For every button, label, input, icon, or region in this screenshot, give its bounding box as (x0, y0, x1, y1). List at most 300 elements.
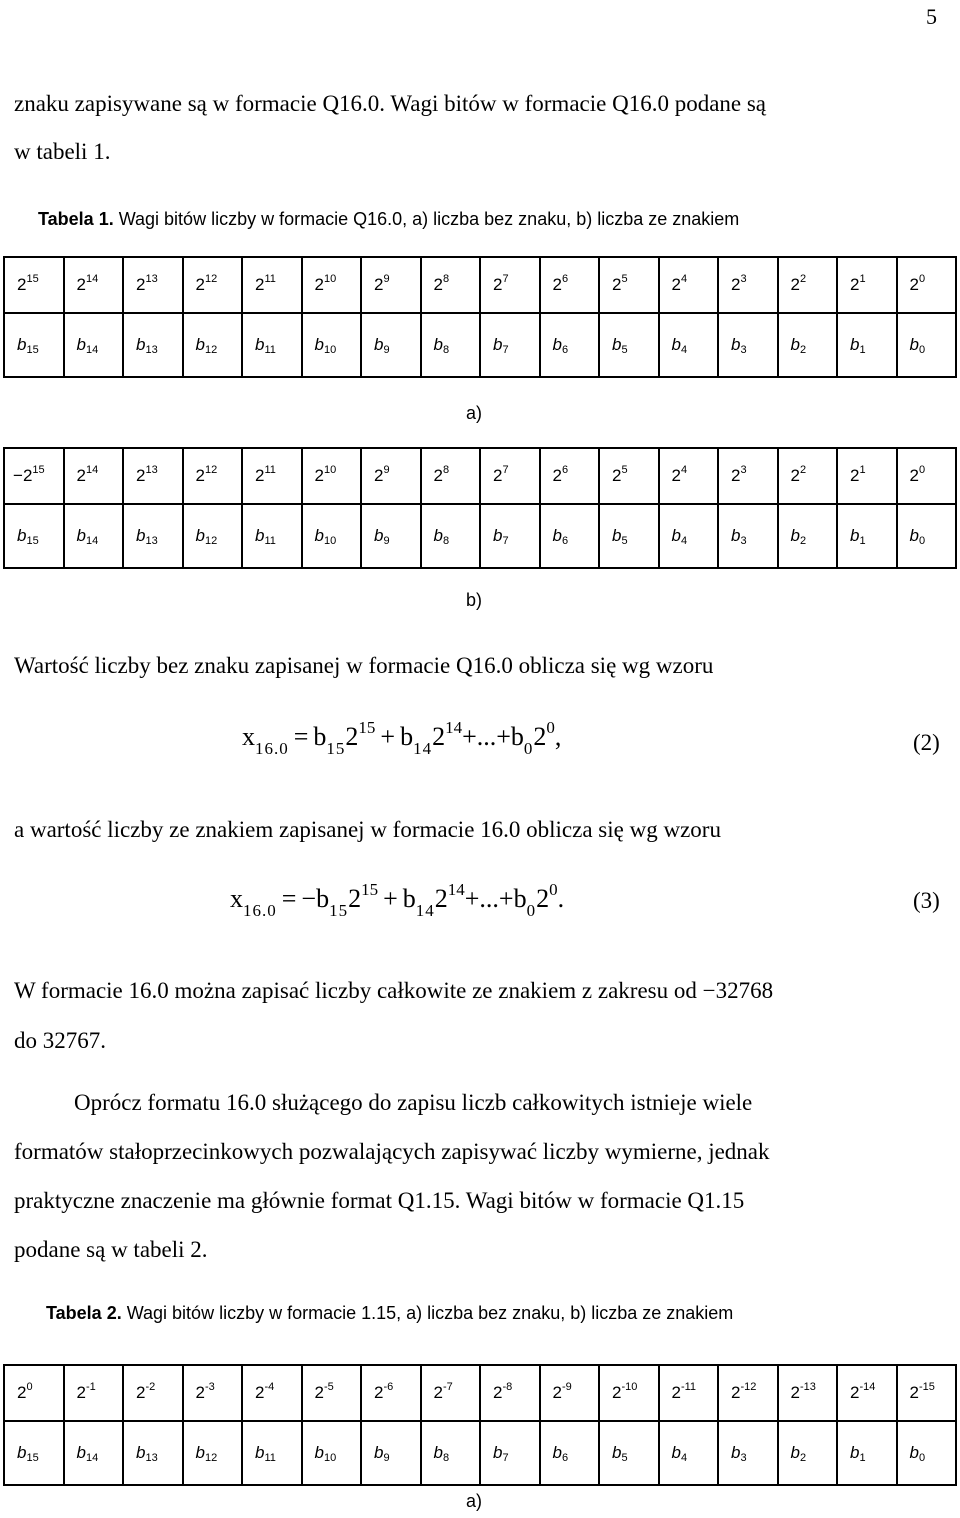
table1b-weight-exponent: 6 (561, 464, 569, 476)
table1a-weight-base: 2 (195, 275, 205, 294)
range-line-1: W formacie 16.0 można zapisać liczby całkowite ze znakiem z zakresu od −32768 (14, 978, 774, 1003)
table1-caption-label: Tabela 1. (38, 209, 114, 229)
table2a-bit-cell (302, 1421, 362, 1485)
table1b-weight-exponent: 4 (680, 464, 688, 476)
table2a-bit-cell (361, 1421, 421, 1485)
eq2-dots: +...+ (462, 722, 511, 751)
table1a-weight-cell (659, 257, 719, 313)
table2a-bit-row (4, 1421, 956, 1485)
table1a-bit-cell (540, 313, 600, 377)
table1b-weight-exponent: 7 (502, 464, 509, 476)
table1a-weight-base: 2 (17, 275, 27, 294)
page-number: 5 (926, 4, 937, 29)
table1a-weight-exponent: 3 (740, 273, 747, 285)
table1a-bit-cell (302, 313, 362, 377)
table1-part-b-label: b) (466, 590, 483, 610)
eq3-t1-sub: 15 (329, 901, 349, 920)
table1b-weight-base: 2 (195, 466, 205, 485)
table2a-weight-cell (123, 1365, 183, 1421)
table2a-bit-name: b (17, 1443, 27, 1462)
table1a-weight-base: 2 (612, 275, 622, 294)
table2a-weight-base: 2 (136, 1383, 146, 1402)
table1a-weight-base: 2 (909, 275, 919, 294)
eq2-end: , (554, 722, 562, 751)
table1a-bit-name: b (493, 335, 503, 354)
table2a-weight-cell (183, 1365, 243, 1421)
table2a-weight-cell (480, 1365, 540, 1421)
table2a-bit-index: 12 (204, 1452, 218, 1464)
intro-line-1: znaku zapisywane są w formacie Q16.0. Wagi bitów w formacie Q16.0 podane są (14, 91, 767, 116)
table1a-bit-index: 4 (680, 344, 688, 356)
table1a-weight-exponent: 4 (680, 273, 688, 285)
eq3-dots: +...+ (464, 884, 514, 913)
table2a-bit-cell (64, 1421, 124, 1485)
table2a-weight-cell (599, 1365, 659, 1421)
table1a-weight-base: 2 (493, 275, 503, 294)
table1a-bit-cell (718, 313, 778, 377)
table1a-bit-name: b (731, 335, 741, 354)
table2a-weight-base: 2 (433, 1383, 443, 1402)
table1a-bit-index: 3 (740, 344, 747, 356)
table1a-weight-cell (837, 257, 897, 313)
table1b-weight-row (4, 448, 956, 504)
table1b-weight-cell (242, 448, 302, 504)
table1a-bit-name: b (195, 335, 205, 354)
table1-part-a-label: a) (466, 403, 483, 423)
table1a-weight-exponent: 0 (918, 273, 926, 285)
table1a-weight-base: 2 (255, 275, 265, 294)
table2a-weight-exponent: -12 (740, 1381, 757, 1393)
table1b-weight-base: 2 (552, 466, 562, 485)
table2a-bit-name: b (195, 1443, 205, 1462)
table1a-weight-exponent: 15 (26, 273, 39, 285)
table2a-weight-base: 2 (493, 1383, 503, 1402)
table1a-bit-cell (837, 313, 897, 377)
eq3-neg: − (301, 884, 317, 913)
table1b-weight-exponent: 8 (442, 464, 450, 476)
eq2-t3-base: 2 (533, 722, 547, 751)
table1b-bit-name: b (612, 526, 622, 545)
table1a-bit-index: 10 (323, 344, 337, 356)
table1b-bit-index: 6 (561, 535, 569, 547)
table2a-weight-base: 2 (850, 1383, 860, 1402)
table2a-weight-base: 2 (671, 1383, 681, 1402)
table1a-bit-name: b (433, 335, 443, 354)
table1b-bit-cell (64, 504, 124, 568)
table2a-bit-index: 3 (740, 1452, 747, 1464)
table1a-bit-cell (64, 313, 124, 377)
table1a-bit-name: b (255, 335, 265, 354)
table2a-weight-exponent: -3 (204, 1381, 215, 1393)
table2a-weight-exponent: -4 (264, 1381, 275, 1393)
eq2-t3-sub: 0 (523, 739, 534, 758)
table1a-weight-base: 2 (731, 275, 741, 294)
table2a-weight-base: 2 (909, 1383, 919, 1402)
table1a-weight-exponent: 1 (859, 273, 866, 285)
q115-line-3: praktyczne znaczenie ma głównie format Q1.15. Wagi bitów w formacie Q1.15 (14, 1188, 745, 1213)
table1a-weight-base: 2 (671, 275, 681, 294)
eq2-t3: b (510, 722, 524, 751)
table2a-weight-base: 2 (612, 1383, 622, 1402)
table2a-bit-cell (480, 1421, 540, 1485)
table1b-weight-exponent: 0 (918, 464, 926, 476)
eq3-lhs: x (230, 884, 243, 913)
equation-2 (242, 718, 562, 758)
table1b-bit-index: 5 (621, 535, 628, 547)
table1a-weight-exponent: 12 (204, 273, 218, 285)
table2a-weight-cell (540, 1365, 600, 1421)
table2a-weight-base: 2 (314, 1383, 324, 1402)
table2a-weight-exponent: -14 (859, 1381, 876, 1393)
eq3-t2: b (402, 884, 416, 913)
table1b-bit-name: b (195, 526, 205, 545)
table1b-weight-cell (599, 448, 659, 504)
table1a-weight-cell (778, 257, 838, 313)
table2a-bit-index: 9 (383, 1452, 390, 1464)
table1b-weight-base: 2 (731, 466, 741, 485)
table2a-bit-index: 10 (323, 1452, 337, 1464)
table2a-bit-index: 7 (502, 1452, 509, 1464)
eq3-t3: b (513, 884, 527, 913)
intro-line-2: w tabeli 1. (14, 139, 111, 164)
table1a-weight-exponent: 13 (145, 273, 158, 285)
table1a-weight-exponent: 14 (85, 273, 99, 285)
table1b-bit-index: 8 (442, 535, 450, 547)
table1b-sign: − (13, 466, 23, 485)
table1b-bit-cell (718, 504, 778, 568)
table1a-bit-index: 1 (859, 344, 866, 356)
table1b-bit-name: b (493, 526, 503, 545)
table2a-bit-name: b (374, 1443, 384, 1462)
table2a-weight-cell (778, 1365, 838, 1421)
table1b-weight-base: 2 (612, 466, 622, 485)
table1b-weight-cell (778, 448, 838, 504)
table1b-weight-exponent: 14 (85, 464, 99, 476)
table2a-bit-cell (718, 1421, 778, 1485)
table1a-weight-exponent: 9 (383, 273, 390, 285)
table1a-bit-name: b (374, 335, 384, 354)
table1a-bit-cell (421, 313, 481, 377)
table2a-bit-cell (242, 1421, 302, 1485)
table2a-weight-row (4, 1365, 956, 1421)
table2a-bit-cell (183, 1421, 243, 1485)
table2a-weight-exponent: -5 (323, 1381, 334, 1393)
eq2-t2-base: 2 (432, 722, 446, 751)
table1a-bit-cell (123, 313, 183, 377)
table2a-weight-base: 2 (731, 1383, 741, 1402)
table1b-bit-row (4, 504, 956, 568)
table2a-weight-base: 2 (76, 1383, 86, 1402)
table1b-weight-cell (540, 448, 600, 504)
table1a-weight-cell (718, 257, 778, 313)
table1a-bit-cell (897, 313, 957, 377)
table1a-weight-cell (480, 257, 540, 313)
table1b-bit-name: b (671, 526, 681, 545)
table1a-bit-index: 12 (204, 344, 218, 356)
table2a-bit-name: b (255, 1443, 265, 1462)
table1a-weight-base: 2 (790, 275, 800, 294)
table1b-weight-cell (123, 448, 183, 504)
table1a-weight-cell (897, 257, 957, 313)
table1b-weight-base: 2 (136, 466, 146, 485)
eq3-equals: = (281, 884, 297, 913)
table2-caption (46, 1303, 733, 1324)
table1a-bit-name: b (76, 335, 86, 354)
table1a-weight-row (4, 257, 956, 313)
table1b-bit-name: b (731, 526, 741, 545)
table1a-weight-cell (361, 257, 421, 313)
table1b-weight-cell (837, 448, 897, 504)
table2a-bit-cell (123, 1421, 183, 1485)
table1a-bit-index: 7 (502, 344, 509, 356)
table1b-bit-cell (659, 504, 719, 568)
table1a-weight-exponent: 6 (561, 273, 569, 285)
table2-caption-text: Wagi bitów liczby w formacie 1.15, a) liczba bez znaku, b) liczba ze znakiem (121, 1303, 734, 1323)
eq3-t3-sub: 0 (526, 901, 537, 920)
table2a-weight-cell (242, 1365, 302, 1421)
table1b-bit-cell (540, 504, 600, 568)
eq3-plus: + (383, 884, 398, 913)
table2a-bit-name: b (731, 1443, 741, 1462)
range-line-2: do 32767. (14, 1028, 106, 1053)
table2a-weight-base: 2 (790, 1383, 800, 1402)
table1a-bit-cell (4, 313, 64, 377)
table1b-weight-exponent: 1 (859, 464, 866, 476)
table1b-weight-exponent: 11 (264, 464, 276, 476)
table2a-bit-cell (897, 1421, 957, 1485)
table1b-bit-cell (361, 504, 421, 568)
eq3-lhs-sub: 16.0 (243, 901, 277, 920)
table1b-bit-name: b (314, 526, 324, 545)
table1a-bit-index: 15 (26, 344, 39, 356)
table2a-bit-name: b (909, 1443, 919, 1462)
table1a-weight-base: 2 (374, 275, 384, 294)
table1a-bit-index: 6 (561, 344, 569, 356)
table1a-bit-index: 5 (621, 344, 628, 356)
table1a-bit-index: 9 (383, 344, 390, 356)
eq3-t2-exp: 14 (447, 880, 465, 899)
table2a-bit-name: b (552, 1443, 562, 1462)
table1b-weight-cell (480, 448, 540, 504)
table1b-weight-cell (718, 448, 778, 504)
table1b-weight-base: 2 (314, 466, 324, 485)
table2a-bit-index: 8 (442, 1452, 450, 1464)
table1b-bit-index: 4 (680, 535, 688, 547)
table1b-bit-name: b (552, 526, 562, 545)
table1a-bit-name: b (136, 335, 146, 354)
table1a-weight-cell (4, 257, 64, 313)
unsigned-value-text: Wartość liczby bez znaku zapisanej w formacie Q16.0 oblicza się wg wzoru (14, 653, 714, 678)
table2a-weight-exponent: -1 (85, 1381, 96, 1393)
table1-caption (38, 209, 739, 230)
table1b-bit-index: 1 (859, 535, 866, 547)
table1b-bit-cell (421, 504, 481, 568)
table1b-weight-base: 2 (255, 466, 265, 485)
table1b-weight-cell (64, 448, 124, 504)
table1b-bit-index: 13 (145, 535, 158, 547)
q115-line-1: Oprócz formatu 16.0 służącego do zapisu liczb całkowitych istnieje wiele (74, 1090, 753, 1115)
table1b-bit-index: 12 (204, 535, 218, 547)
table2a-bit-index: 15 (26, 1452, 39, 1464)
table2a-weight-exponent: -9 (561, 1381, 572, 1393)
table1-caption-text: Wagi bitów liczby w formacie Q16.0, a) liczba bez znaku, b) liczba ze znakiem (113, 209, 740, 229)
table2a-weight-exponent: -2 (145, 1381, 156, 1393)
eq2-equals: = (293, 722, 309, 751)
table1b-bit-cell (480, 504, 540, 568)
eq3-t2-sub: 14 (415, 901, 435, 920)
table2a-bit-index: 0 (918, 1452, 926, 1464)
table2a-weight-cell (361, 1365, 421, 1421)
table1b-weight-exponent: 3 (740, 464, 747, 476)
table2a-weight-cell (302, 1365, 362, 1421)
eq3-t1-exp: 15 (361, 880, 379, 899)
table1a-bit-index: 2 (799, 344, 807, 356)
table1b-bit-index: 11 (264, 535, 276, 547)
table1a-bit-cell (480, 313, 540, 377)
table1a-weight-base: 2 (76, 275, 86, 294)
table1b-bit-index: 2 (799, 535, 807, 547)
table2a-bit-index: 13 (145, 1452, 158, 1464)
table1b-weight-base: 2 (76, 466, 86, 485)
eq2-t2: b (400, 722, 414, 751)
table2a-bit-name: b (433, 1443, 443, 1462)
eq2-lhs-sub: 16.0 (255, 739, 289, 758)
table1b-weight-base: 2 (433, 466, 443, 485)
eq3-t1: b (316, 884, 330, 913)
table1a-weight-base: 2 (314, 275, 324, 294)
table2-part-a-label: a) (466, 1491, 483, 1511)
table1a-weight-exponent: 7 (502, 273, 509, 285)
table1a-bit-cell (361, 313, 421, 377)
table1b-weight-cell (361, 448, 421, 504)
table1b-weight-exponent: 12 (204, 464, 218, 476)
eq2-t1-base: 2 (345, 722, 359, 751)
table2a-weight-base: 2 (255, 1383, 265, 1402)
q115-line-2: formatów stałoprzecinkowych pozwalających zapisywać liczby wymierne, jednak (14, 1139, 770, 1164)
q115-line-4: podane są w tabeli 2. (14, 1237, 208, 1262)
table1a-weight-exponent: 5 (621, 273, 628, 285)
table1b-bit-cell (302, 504, 362, 568)
eq3-t1-base: 2 (348, 884, 362, 913)
table1a-bit-cell (242, 313, 302, 377)
table2a-bit-cell (540, 1421, 600, 1485)
table1a-weight-exponent: 10 (323, 273, 337, 285)
eq2-t3-exp: 0 (546, 718, 555, 737)
table1a-bit-cell (599, 313, 659, 377)
table1a-bit-cell (183, 313, 243, 377)
table1a-bit-index: 13 (145, 344, 158, 356)
table1b-bit-index: 3 (740, 535, 747, 547)
table1b-weight-exponent: 10 (323, 464, 337, 476)
table1a-weight-cell (242, 257, 302, 313)
table1-part-b (3, 447, 957, 569)
table1a-bit-name: b (671, 335, 681, 354)
table1b-bit-name: b (850, 526, 860, 545)
table1b-bit-name: b (433, 526, 443, 545)
table2a-bit-index: 11 (264, 1452, 276, 1464)
table1a-bit-index: 11 (264, 344, 276, 356)
table1b-weight-base: 2 (374, 466, 384, 485)
table1b-bit-cell (599, 504, 659, 568)
table2a-bit-index: 14 (85, 1452, 99, 1464)
table2a-weight-cell (718, 1365, 778, 1421)
table1b-weight-base: 2 (909, 466, 919, 485)
table2a-weight-exponent: -15 (918, 1381, 935, 1393)
table2a-weight-base: 2 (17, 1383, 27, 1402)
table1b-weight-base: 2 (790, 466, 800, 485)
table2a-bit-name: b (790, 1443, 800, 1462)
eq2-lhs: x (242, 722, 255, 751)
table2a-weight-cell (421, 1365, 481, 1421)
table2a-bit-name: b (850, 1443, 860, 1462)
eq2-t2-sub: 14 (413, 739, 433, 758)
table1b-weight-base: 2 (493, 466, 503, 485)
eq2-t2-exp: 14 (445, 718, 463, 737)
table1b-bit-index: 9 (383, 535, 390, 547)
eq3-t2-base: 2 (434, 884, 448, 913)
table1a-bit-name: b (552, 335, 562, 354)
table1b-bit-cell (242, 504, 302, 568)
table2a-weight-cell (659, 1365, 719, 1421)
table2a-bit-index: 5 (621, 1452, 628, 1464)
eq2-plus: + (380, 722, 396, 751)
table1b-bit-name: b (17, 526, 27, 545)
table1a-weight-base: 2 (850, 275, 860, 294)
table1b-bit-name: b (255, 526, 265, 545)
table2a-weight-cell (837, 1365, 897, 1421)
signed-value-text: a wartość liczby ze znakiem zapisanej w formacie 16.0 oblicza się wg wzoru (14, 817, 721, 842)
table2a-weight-base: 2 (374, 1383, 384, 1402)
table1a-bit-row (4, 313, 956, 377)
table1b-weight-cell (421, 448, 481, 504)
table1a-bit-name: b (850, 335, 860, 354)
table2a-bit-cell (4, 1421, 64, 1485)
equation-2-number: (2) (913, 730, 940, 755)
table1b-bit-name: b (790, 526, 800, 545)
table2a-weight-exponent: -7 (442, 1381, 453, 1393)
table1b-weight-cell (659, 448, 719, 504)
table2a-weight-exponent: -6 (383, 1381, 394, 1393)
table2a-bit-cell (421, 1421, 481, 1485)
table2a-bit-index: 4 (680, 1452, 688, 1464)
table1b-weight-exponent: 13 (145, 464, 158, 476)
table1a-weight-cell (540, 257, 600, 313)
table1b-bit-cell (837, 504, 897, 568)
table2a-bit-name: b (314, 1443, 324, 1462)
table2a-bit-cell (837, 1421, 897, 1485)
table2a-bit-index: 1 (859, 1452, 866, 1464)
table1b-bit-cell (897, 504, 957, 568)
table1a-weight-cell (302, 257, 362, 313)
table1a-bit-index: 8 (442, 344, 450, 356)
table2-caption-label: Tabela 2. (46, 1303, 122, 1323)
table1a-bit-name: b (314, 335, 324, 354)
table2a-bit-name: b (136, 1443, 146, 1462)
table1b-weight-exponent: 9 (383, 464, 390, 476)
table1a-weight-base: 2 (552, 275, 562, 294)
table2a-weight-exponent: 0 (26, 1381, 33, 1393)
table1b-weight-exponent: 5 (621, 464, 628, 476)
equation-3-number: (3) (913, 888, 940, 913)
table1a-weight-cell (599, 257, 659, 313)
table1b-bit-index: 10 (323, 535, 337, 547)
table1a-weight-cell (64, 257, 124, 313)
table2a-bit-cell (778, 1421, 838, 1485)
table1a-weight-exponent: 11 (264, 273, 276, 285)
eq2-t1: b (313, 722, 327, 751)
table1b-bit-cell (123, 504, 183, 568)
table2a-weight-cell (4, 1365, 64, 1421)
